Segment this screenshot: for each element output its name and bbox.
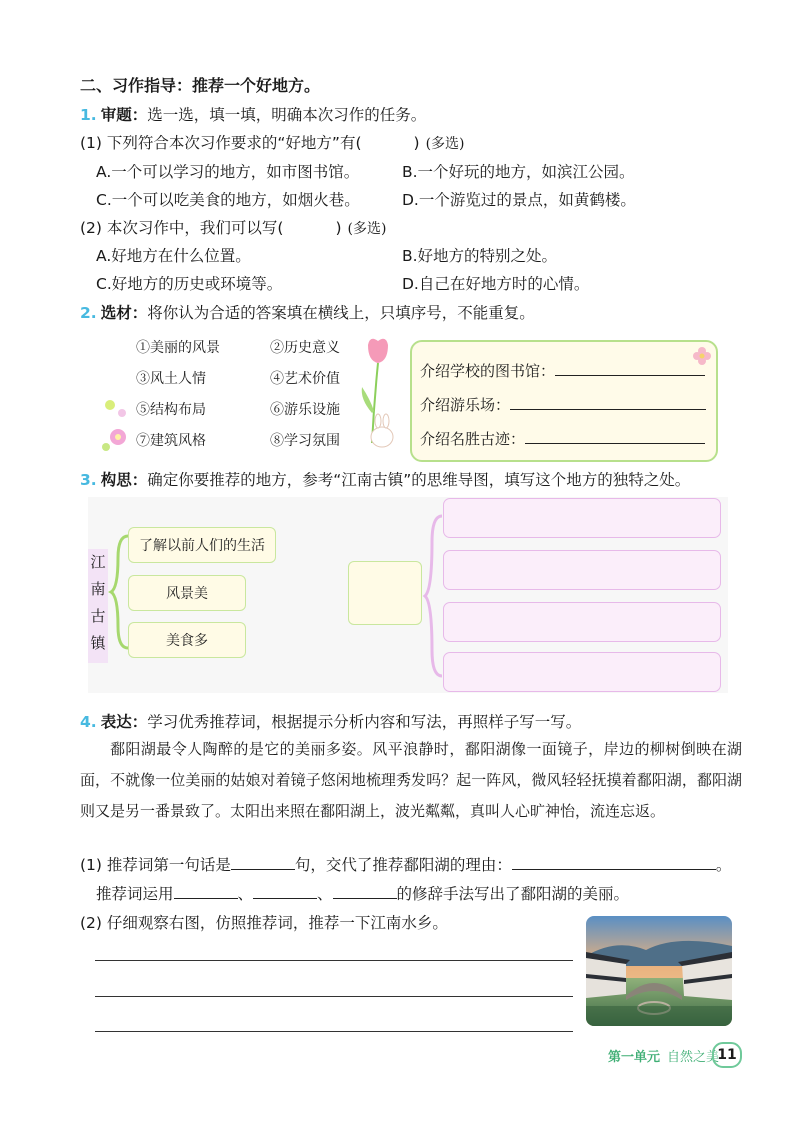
flower-icon <box>692 346 712 366</box>
q4-sub1: (1) 推荐词第一句话是 句，交代了推荐鄱阳湖的理由： 。 <box>80 856 732 874</box>
mind-map-brace-right <box>422 512 446 680</box>
word-item: ⑤结构布局 <box>136 402 206 418</box>
section-title: 二、习作指导：推荐一个好地方。 <box>80 76 321 95</box>
answer-line[interactable] <box>231 855 295 870</box>
writing-line[interactable] <box>95 996 573 997</box>
fill-row-amusement-park: 介绍游乐场： <box>420 394 706 415</box>
q1-sub2-option-b: B.好地方的特别之处。 <box>402 247 558 265</box>
jiangnan-water-town-image <box>586 916 732 1026</box>
mind-map-input-3[interactable] <box>443 602 721 642</box>
answer-line[interactable] <box>525 429 705 444</box>
writing-line[interactable] <box>95 1031 573 1032</box>
q4-heading: 4. 表达：学习优秀推荐词，根据提示分析内容和写法，再照样子写一写。 <box>80 713 582 731</box>
mind-map-center-input[interactable] <box>348 561 422 625</box>
q1-sub2-option-a: A.好地方在什么位置。 <box>96 247 251 265</box>
answer-line[interactable] <box>510 395 706 410</box>
q1-sub1-stem: (1) 下列符合本次习作要求的“好地方”有( ) (多选) <box>80 134 465 152</box>
flower-decoration-icon <box>100 391 134 455</box>
fill-row-historic-site: 介绍名胜古迹： <box>420 428 705 449</box>
answer-line[interactable] <box>253 884 317 899</box>
q1-sub2-stem: (2) 本次习作中，我们可以写( ) (多选) <box>80 219 387 237</box>
page-number: 11 <box>712 1042 742 1068</box>
word-item: ⑦建筑风格 <box>136 433 206 449</box>
footer-unit: 第一单元 <box>608 1050 661 1065</box>
word-item: ⑧学习氛围 <box>270 433 340 449</box>
word-item: ②历史意义 <box>270 340 340 356</box>
word-item: ④艺术价值 <box>270 371 340 387</box>
tulip-bunny-icon <box>358 333 402 453</box>
q1-sub2-option-d: D.自己在好地方时的心情。 <box>402 275 590 293</box>
mind-map-input-2[interactable] <box>443 550 721 590</box>
q1-sub1-option-d: D.一个游览过的景点，如黄鹤楼。 <box>402 191 636 209</box>
q3-heading: 3. 构思：确定你要推荐的地方，参考“江南古镇”的思维导图，填写这个地方的独特之处。 <box>80 471 691 489</box>
fill-panel <box>410 340 718 462</box>
mind-map-branch-food: 美食多 <box>128 622 246 658</box>
q1-heading: 1. 审题：选一选，填一填，明确本次习作的任务。 <box>80 106 427 124</box>
fill-row-library: 介绍学校的图书馆： <box>420 360 705 381</box>
mind-map-branch-scenery: 风景美 <box>128 575 246 611</box>
q4-sub1-rhetoric: 推荐词运用 、 、 的修辞手法写出了鄱阳湖的美丽。 <box>96 885 630 903</box>
footer-theme: 自然之美 <box>667 1050 720 1065</box>
word-item: ⑥游乐设施 <box>270 402 340 418</box>
answer-line[interactable] <box>174 884 238 899</box>
q1-sub2-option-c: C.好地方的历史或环境等。 <box>96 275 283 293</box>
mind-map-branch-life: 了解以前人们的生活 <box>128 527 276 563</box>
q1-sub1-option-c: C.一个可以吃美食的地方，如烟火巷。 <box>96 191 360 209</box>
word-bank <box>100 333 382 451</box>
mind-map-input-4[interactable] <box>443 652 721 692</box>
q1-sub1-option-a: A.一个可以学习的地方，如市图书馆。 <box>96 163 360 181</box>
answer-line[interactable] <box>512 855 716 870</box>
writing-line[interactable] <box>95 960 573 961</box>
mind-map-root: 江 南 古 镇 <box>88 549 108 663</box>
sample-passage: 鄱阳湖最令人陶醉的是它的美丽多姿。风平浪静时，鄱阳湖像一面镜子，岸边的柳树倒映在湖面，不就像一位美丽的姑娘对着镜子悠闲地梳理秀发吗？起一阵风，微风轻轻抚摸着鄱阳湖，鄱阳湖则又是另一番景致了。太阳出来照在鄱阳湖上，波光粼粼，真叫人心旷神怡，流连忘返。 <box>80 740 742 820</box>
mind-map-input-1[interactable] <box>443 498 721 538</box>
word-item: ③风土人情 <box>136 371 206 387</box>
answer-line[interactable] <box>555 361 705 376</box>
answer-line[interactable] <box>333 884 397 899</box>
word-item: ①美丽的风景 <box>136 340 220 356</box>
q1-sub1-option-b: B.一个好玩的地方，如滨江公园。 <box>402 163 635 181</box>
q2-heading: 2. 选材：将你认为合适的答案填在横线上，只填序号，不能重复。 <box>80 304 535 322</box>
q4-sub2: (2) 仔细观察右图，仿照推荐词，推荐一下江南水乡。 <box>80 914 448 932</box>
